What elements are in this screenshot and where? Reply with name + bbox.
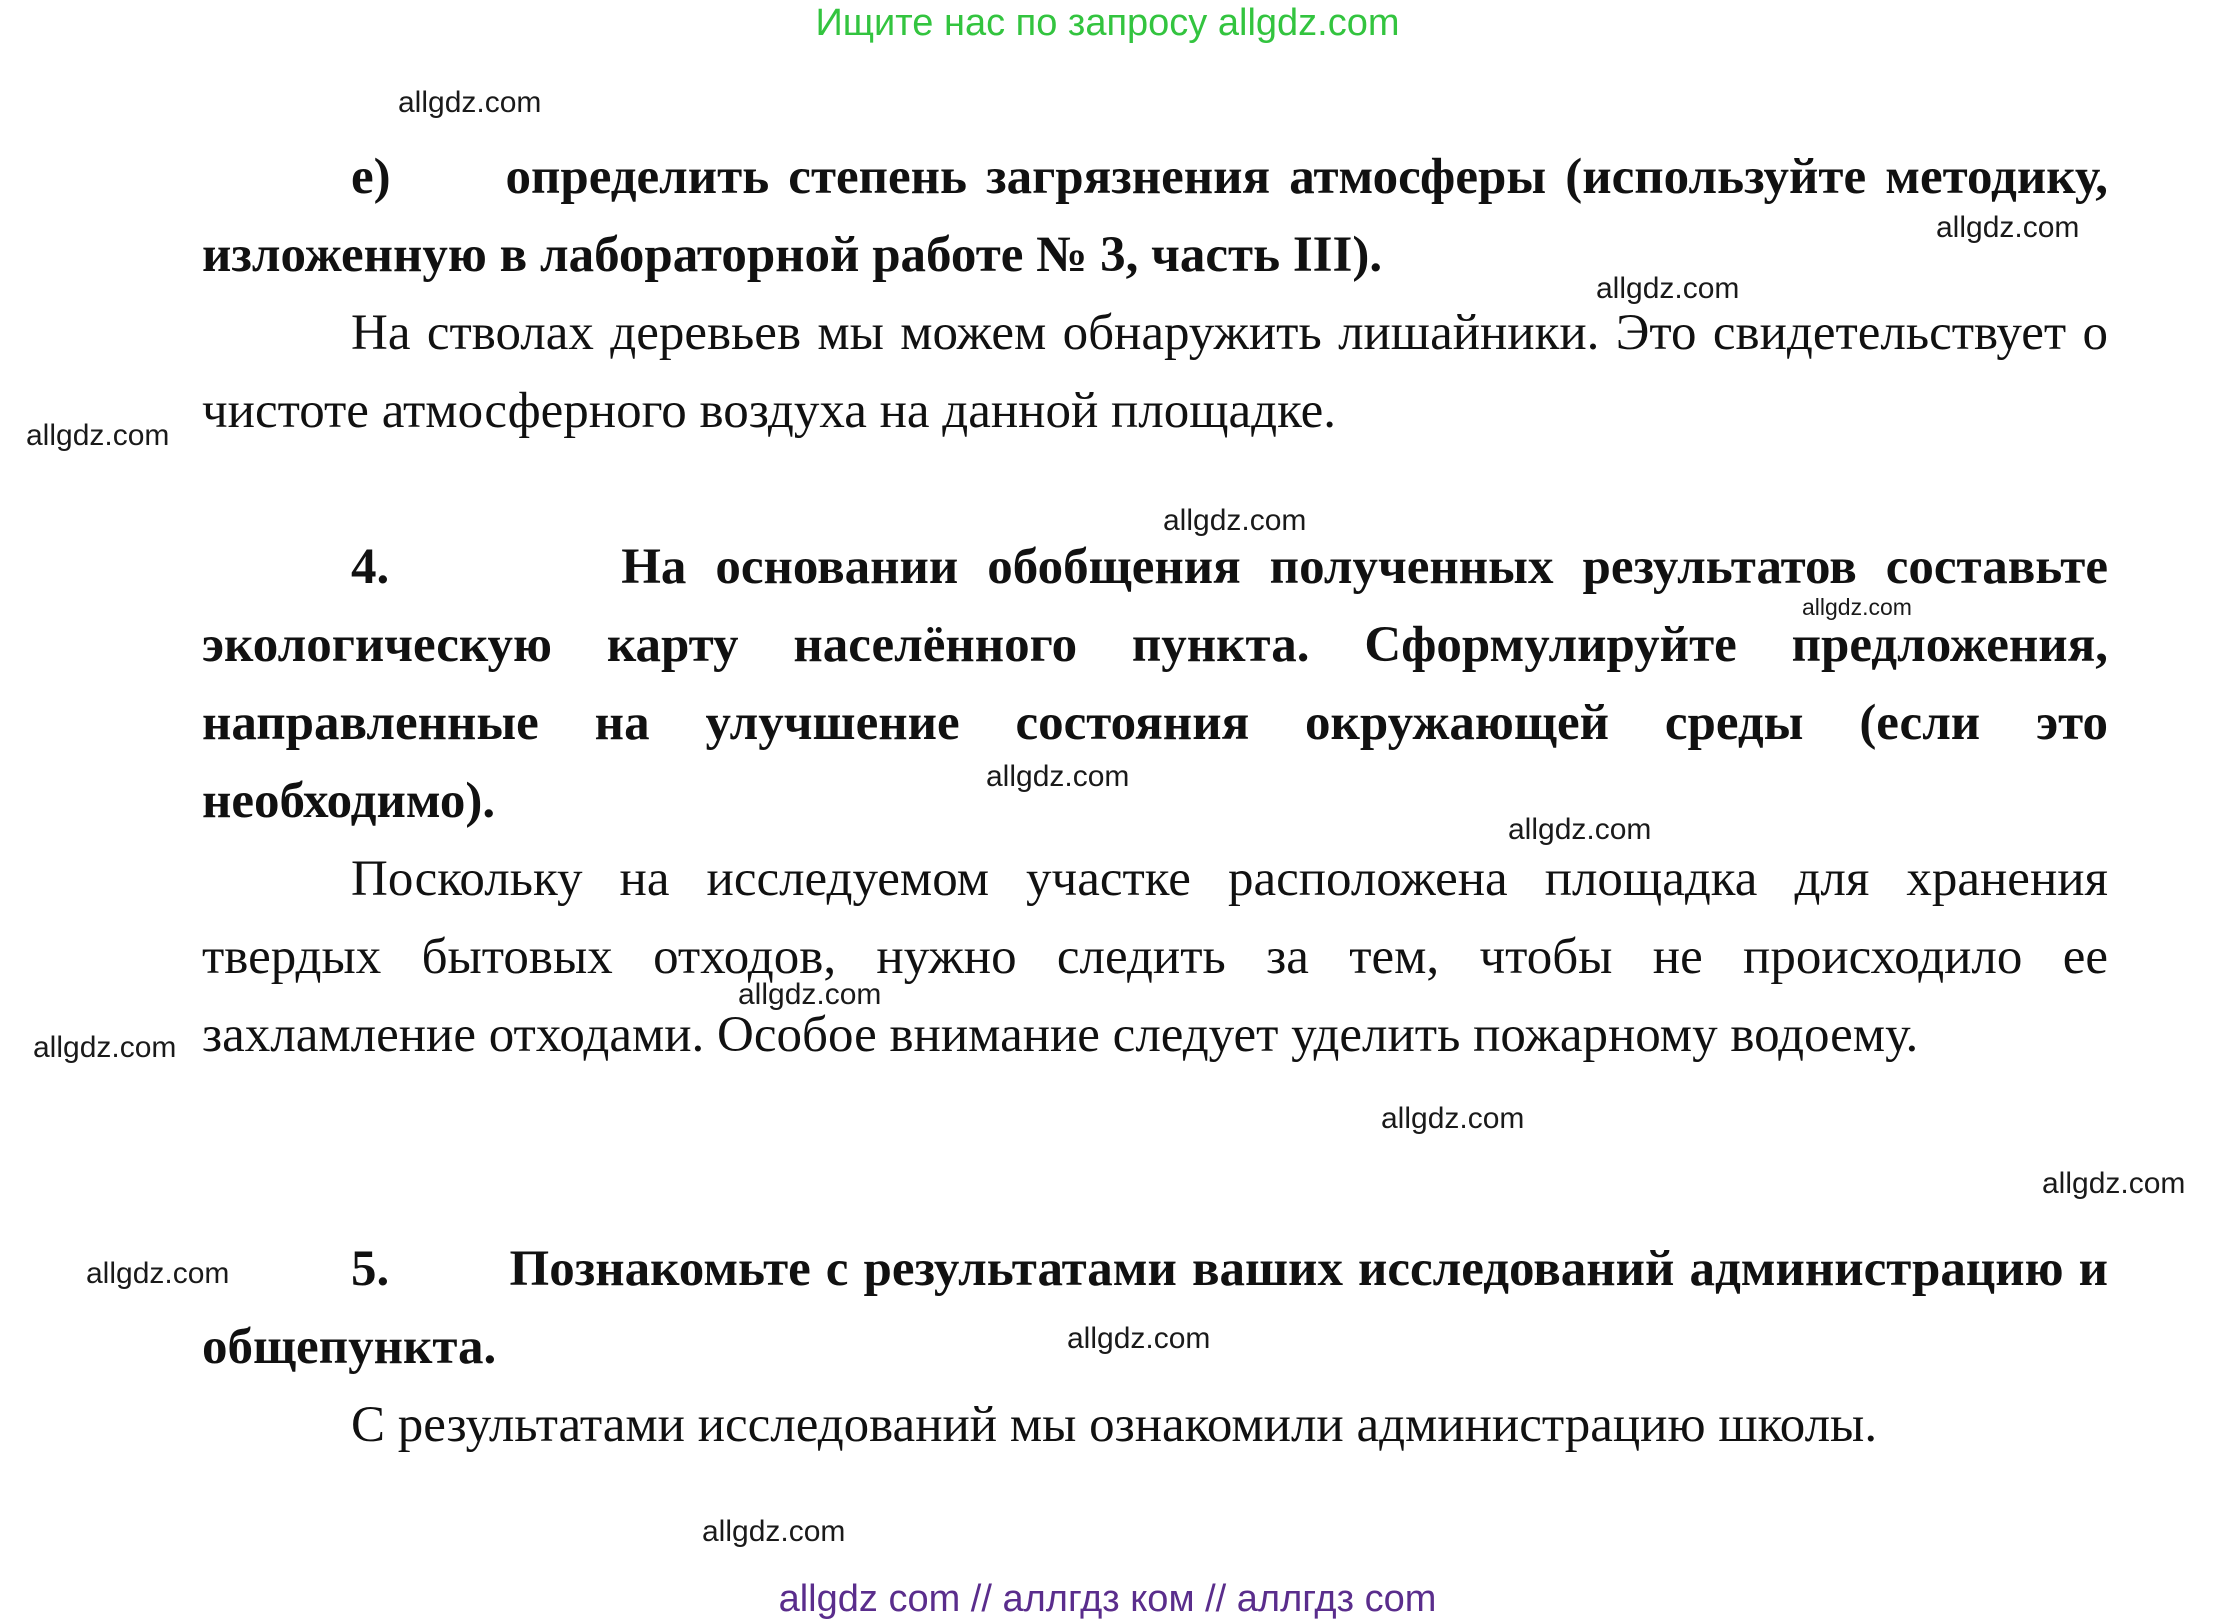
top-banner: Ищите нас по запросу allgdz.com	[815, 2, 1400, 44]
watermark: allgdz.com	[1067, 1322, 1211, 1355]
watermark: allgdz.com	[738, 978, 882, 1011]
watermark: allgdz.com	[1596, 272, 1740, 305]
task-e-question	[202, 138, 2108, 294]
bottom-banner: allgdz com // аллгдз ком // аллгдз com	[778, 1578, 1437, 1620]
task-e-question-text: определить степень загрязнения атмосферы (используйте методику, изложенную в лабораторной работе № 3, часть III).	[202, 149, 2109, 283]
task-5-label: 5.	[351, 1241, 390, 1297]
watermark: allgdz.com	[986, 760, 1130, 793]
watermark: allgdz.com	[33, 1031, 177, 1064]
watermark: allgdz.com	[1802, 594, 1912, 620]
task-4-label: 4.	[351, 539, 390, 595]
task-4-question	[202, 528, 2108, 840]
watermark: allgdz.com	[1508, 813, 1652, 846]
watermark: allgdz.com	[1381, 1102, 1525, 1135]
task-5-answer: С результатами исследований мы ознакомили администрацию школы.	[351, 1397, 1878, 1453]
watermark: allgdz.com	[86, 1257, 230, 1290]
watermark: allgdz.com	[398, 86, 542, 119]
task-e-label: е)	[351, 149, 391, 205]
watermark: allgdz.com	[1936, 211, 2080, 244]
task-4-question-text: На основании обобщения полученных результатов составьте экологическую карту населённого пункта. Сформулируйте предложения, направленные на улучшение состояния окружающей среды (если это необходимо).	[202, 539, 2108, 829]
task-5-question	[202, 1230, 2108, 1386]
watermark: allgdz.com	[702, 1515, 846, 1548]
watermark: allgdz.com	[26, 419, 170, 452]
watermark: allgdz.com	[2042, 1167, 2186, 1200]
task-4-answer: Поскольку на исследуемом участке расположена площадка для хранения твердых бытовых отходов, нужно следить за тем, чтобы не происходило ее захламление отходами. Особое внимание следует уделить пожарному водоему.	[202, 851, 2108, 1063]
task-e-answer: На стволах деревьев мы можем обнаружить лишайники. Это свидетельствует о чистоте атмосферного воздуха на данной площадке.	[202, 305, 2108, 439]
task-5-question-text: Познакомьте с результатами ваших исследований администрацию и общепункта.	[202, 1241, 2108, 1375]
watermark: allgdz.com	[1163, 504, 1307, 537]
